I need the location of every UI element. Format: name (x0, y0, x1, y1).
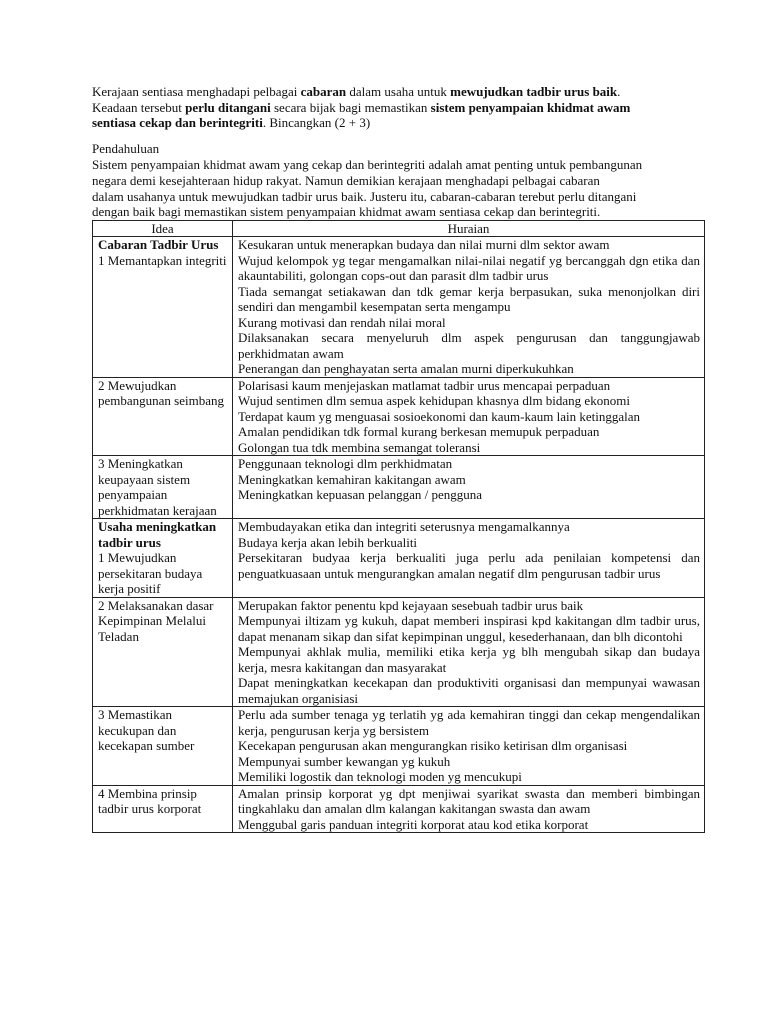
header-idea: Idea (93, 220, 233, 237)
huraian-point: Merupakan faktor penentu kpd kejayaan sesebuah tadbir urus baik (238, 597, 584, 613)
huraian-point: Meningkatkan kepuasan pelanggan / pengguna (238, 487, 483, 503)
huraian-point: Polarisasi kaum menjejaskan matlamat tadbir urus mencapai perpaduan (238, 377, 611, 393)
table-row (93, 377, 705, 456)
idea-label: 2 Mewujudkan pembangunan seimbang (98, 377, 224, 409)
huraian-point: Mempunyai iltizam yg kukuh, dapat memberi inspirasi kpd kakitangan dlm tadbir urus, dapat menanam sikap dan sifat kepimpinan unggul, kesederhanaan, dan blh dicontohi (238, 613, 700, 644)
idea-label: 2 Melaksanakan dasar Kepimpinan Melalui Teladan (98, 597, 214, 644)
huraian-point: Tiada semangat setiakawan dan tdk gemar kerja berpasukan, suka menonjolkan diri sendiri dan mengambil kesempatan serta mengampu (238, 283, 700, 315)
idea-label: 3 Memastikan kecukupan dan kecekapan sumber (98, 707, 195, 754)
intro-line: Sistem penyampaian khidmat awam yang cekap dan berintegriti adalah amat penting untuk pembangunan (92, 157, 643, 173)
section-title: Cabaran Tadbir Urus (98, 237, 219, 253)
table-row (93, 456, 705, 519)
huraian-cell (233, 237, 705, 378)
question-line-1: Kerajaan sentiasa menghadapi pelbagai cabaran dalam usaha untuk mewujudkan tadbir urus baik. (92, 84, 621, 99)
huraian-cell (233, 707, 705, 786)
huraian-point: Penggunaan teknologi dlm perkhidmatan (238, 456, 453, 472)
table-row (93, 785, 705, 833)
idea-cell (93, 707, 233, 786)
huraian-point: Kurang motivasi dan rendah nilai moral (238, 314, 446, 330)
document-page (92, 84, 704, 833)
huraian-point: Mempunyai sumber kewangan yg kukuh (238, 753, 451, 769)
huraian-point: Persekitaran budyaa kerja berkualiti juga perlu ada penilaian kompetensi dan penguatkuasaan untuk mengurangkan amalan negatif dlm pengurusan tadbir urus (238, 550, 700, 581)
idea-table (92, 220, 705, 834)
question-line-3: sentiasa cekap dan berintegriti. Bincangkan (2 + 3) (92, 115, 371, 131)
section-title: Usaha meningkatkan tadbir urus (98, 519, 217, 550)
huraian-point: Menggubal garis panduan integriti korporat atau kod etika korporat (238, 816, 589, 832)
huraian-cell (233, 456, 705, 519)
huraian-point: Meningkatkan kemahiran kakitangan awam (238, 471, 466, 487)
table-row (93, 707, 705, 786)
huraian-point: Kesukaran untuk menerapkan budaya dan nilai murni dlm sektor awam (238, 237, 610, 253)
intro-line: negara demi kesejahteraan hidup rakyat. Namun demikian kerajaan menghadapi pelbagai cabaran (92, 172, 600, 188)
table-row (93, 519, 705, 598)
header-huraian: Huraian (233, 220, 705, 237)
idea-label: 1 Mewujudkan persekitaran budaya kerja positif (98, 550, 203, 597)
idea-label: 3 Meningkatkan keupayaan sistem penyampaian perkhidmatan kerajaan (98, 456, 217, 518)
introduction (92, 141, 704, 220)
question-line-2: Keadaan tersebut perlu ditangani secara bijak bagi memastikan sistem penyampaian khidmat awam (92, 99, 631, 115)
intro-line: dalam usahanya untuk mewujudkan tadbir urus baik. Justeru itu, cabaran-cabaran terebut perlu ditangani (92, 188, 637, 204)
huraian-point: Amalan pendidikan tdk formal kurang berkesan memupuk perpaduan (238, 424, 600, 440)
table-row (93, 237, 705, 378)
idea-cell (93, 237, 233, 378)
table-row (93, 597, 705, 707)
huraian-point: Perlu ada sumber tenaga yg terlatih yg ada kemahiran tinggi dan cekap mengendalikan kerja, pengurusan kerja yg bersistem (238, 707, 700, 738)
huraian-point: Dapat meningkatkan kecekapan dan produktiviti organisasi dan mempunyai wawasan memajukan organisiasi (238, 675, 700, 706)
huraian-point: Mempunyai akhlak mulia, memiliki etika kerja yg blh mengubah sikap dan budaya kerja, mesra kakitangan dan masyarakat (238, 644, 700, 675)
idea-label: 1 Memantapkan integriti (98, 252, 227, 268)
huraian-point: Terdapat kaum yg menguasai sosioekonomi dan kaum-kaum lain ketinggalan (238, 408, 640, 424)
idea-label: 4 Membina prinsip tadbir urus korporat (98, 785, 202, 817)
huraian-point: Wujud sentimen dlm semua aspek kehidupan khasnya dlm bidang ekonomi (238, 393, 630, 409)
idea-cell (93, 597, 233, 707)
intro-heading: Pendahuluan (92, 140, 160, 156)
huraian-point: Memiliki logostik dan teknologi moden yg mencukupi (238, 769, 522, 785)
huraian-point: Golongan tua tdk membina semangat toleransi (238, 439, 481, 455)
huraian-cell (233, 377, 705, 456)
huraian-point: Amalan prinsip korporat yg dpt menjiwai syarikat swasta dan memberi bimbingan tingkahlaku dan amalan dlm kalangan kakitangan swasta dan awam (238, 785, 700, 817)
huraian-cell (233, 597, 705, 707)
idea-cell (93, 785, 233, 833)
idea-cell (93, 377, 233, 456)
idea-cell (93, 456, 233, 519)
huraian-point: Membudayakan etika dan integriti seterusnya mengamalkannya (238, 519, 570, 535)
huraian-point: Penerangan dan penghayatan serta amalan murni diperkukuhkan (238, 361, 574, 377)
intro-line: dengan baik bagi memastikan sistem penyampaian khidmat awam sentiasa cekap dan berintegriti. (92, 204, 601, 220)
question-text (92, 84, 704, 131)
idea-cell (93, 519, 233, 598)
huraian-cell (233, 519, 705, 598)
huraian-point: Wujud kelompok yg tegar mengamalkan nilai-nilai negatif yg bercanggah dgn etika dan akauntabiliti, golongan cops-out dan parasit dlm tadbir urus (238, 252, 700, 284)
huraian-point: Dilaksanakan secara menyeluruh dlm aspek pengurusan dan tanggungjawab perkhidmatan awam (238, 330, 700, 361)
huraian-cell (233, 785, 705, 833)
huraian-point: Budaya kerja akan lebih berkualiti (238, 534, 418, 550)
huraian-point: Kecekapan pengurusan akan mengurangkan risiko ketirisan dlm organisasi (238, 738, 628, 754)
table-header-row (93, 220, 705, 237)
